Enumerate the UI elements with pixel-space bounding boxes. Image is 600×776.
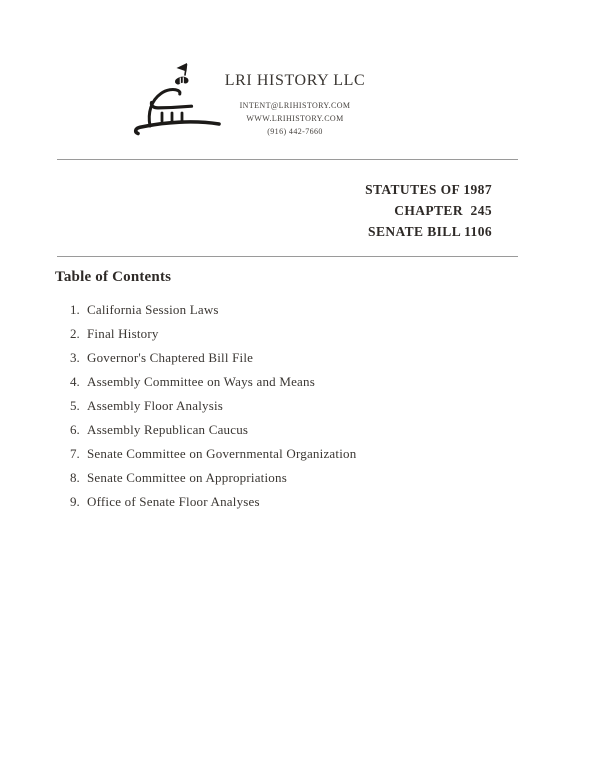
toc-item-number: 2. — [70, 326, 80, 341]
toc-item-number: 8. — [70, 470, 80, 485]
contact-website: WWW.LRIHISTORY.COM — [246, 114, 344, 123]
toc-item — [70, 326, 356, 342]
toc-item-label: Assembly Floor Analysis — [87, 398, 224, 413]
statute-block — [365, 179, 492, 242]
horizontal-divider-top — [57, 159, 518, 160]
toc-item-label: Assembly Republican Caucus — [87, 422, 249, 437]
toc-item-label: Senate Committee on Governmental Organization — [87, 446, 357, 461]
toc-item-number: 7. — [70, 446, 80, 461]
toc-item-number: 9. — [70, 494, 80, 509]
statute-chapter: CHAPTER 245 — [394, 203, 492, 218]
contact-block — [200, 99, 390, 138]
letterhead — [200, 70, 390, 138]
toc-item — [70, 398, 356, 414]
horizontal-divider-bottom — [57, 256, 518, 257]
toc-item — [70, 494, 356, 510]
toc-item — [70, 374, 356, 390]
toc-item-number: 3. — [70, 350, 80, 365]
toc-item-label: Office of Senate Floor Analyses — [87, 494, 260, 509]
toc-item-number: 1. — [70, 302, 80, 317]
company-name: LRI HISTORY LLC — [224, 72, 366, 89]
toc-list — [70, 302, 356, 518]
contact-email: INTENT@LRIHISTORY.COM — [239, 101, 351, 110]
toc-item — [70, 350, 356, 366]
toc-item-number: 5. — [70, 398, 80, 413]
contact-phone: (916) 442-7660 — [267, 127, 323, 136]
toc-item-label: Governor's Chaptered Bill File — [87, 350, 254, 365]
toc-heading: Table of Contents — [55, 269, 172, 285]
toc-item-label: Assembly Committee on Ways and Means — [87, 374, 315, 389]
toc-item-number: 6. — [70, 422, 80, 437]
toc-item — [70, 302, 356, 318]
toc-item-label: California Session Laws — [87, 302, 219, 317]
statute-bill: SENATE BILL 1106 — [368, 224, 492, 239]
toc-item — [70, 470, 356, 486]
statute-year: STATUTES OF 1987 — [365, 182, 492, 197]
toc-item-label: Final History — [87, 326, 159, 341]
toc-item — [70, 422, 356, 438]
toc-item-number: 4. — [70, 374, 80, 389]
toc-item-label: Senate Committee on Appropriations — [87, 470, 287, 485]
toc-item — [70, 446, 356, 462]
